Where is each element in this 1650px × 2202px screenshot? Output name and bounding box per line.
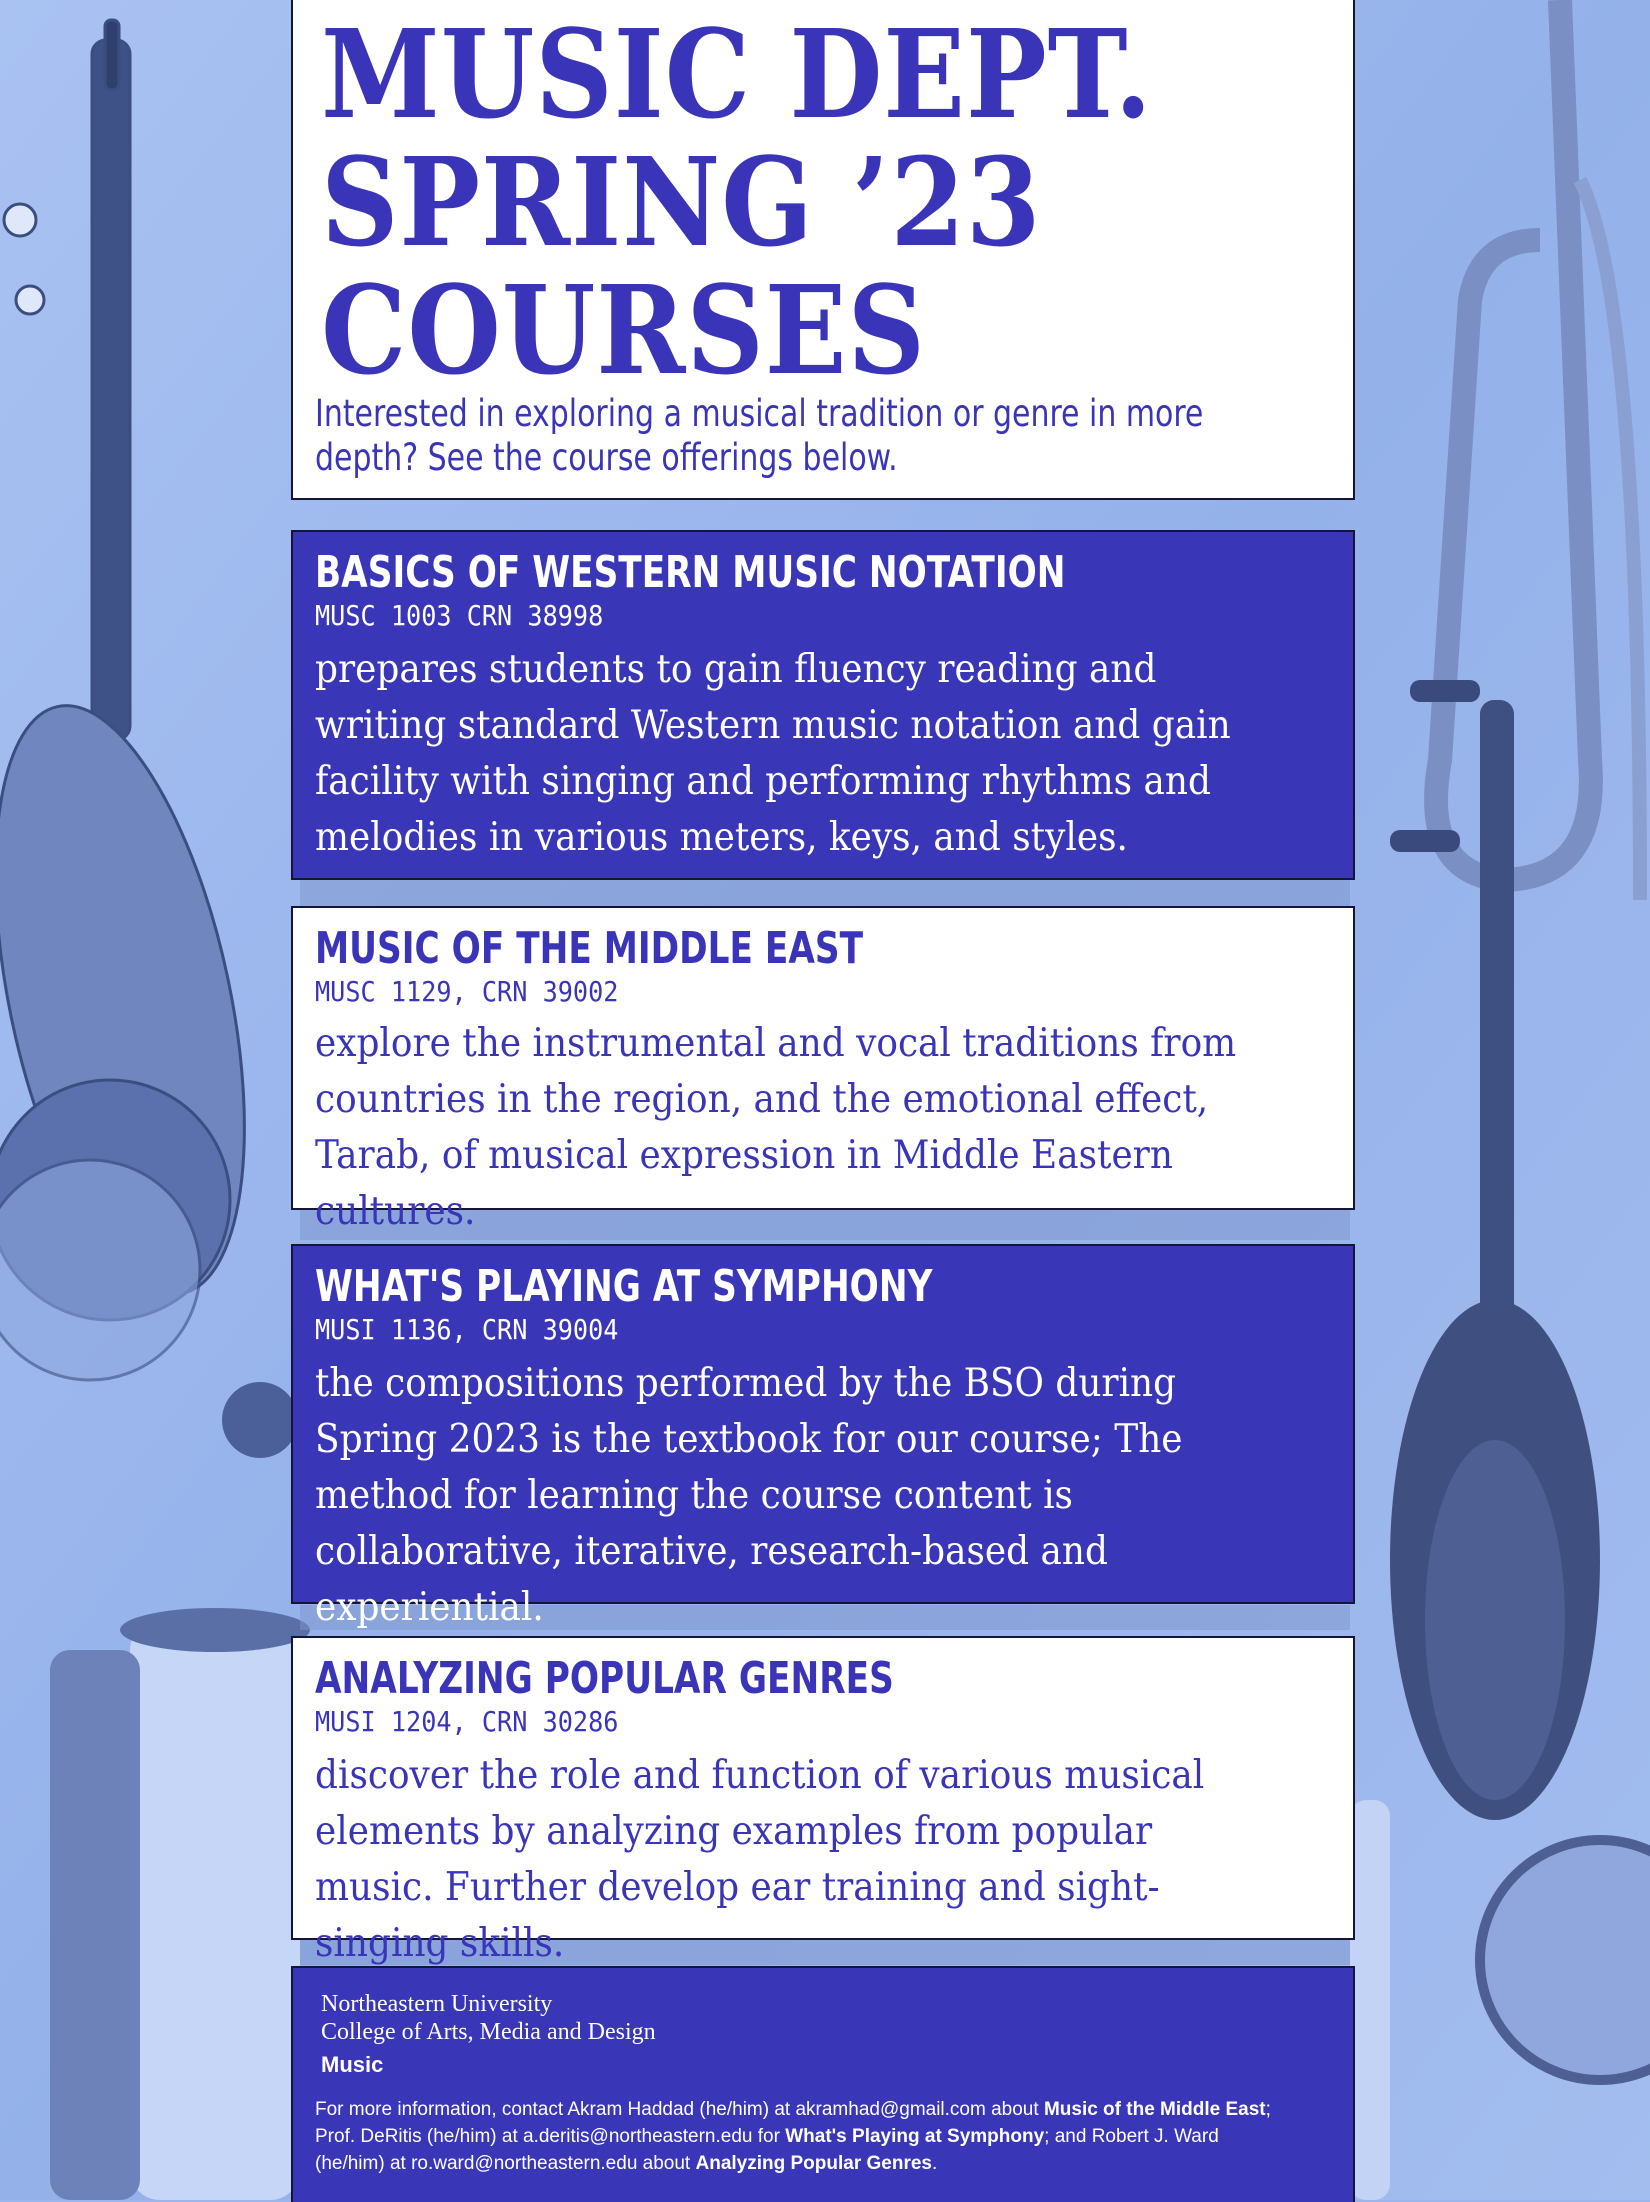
- header-panel: [291, 0, 1355, 500]
- course-code: MUSC 1003 CRN 38998: [315, 599, 604, 632]
- university-name: Northeastern University: [321, 1991, 553, 2017]
- contact-course-middle-east: Music of the Middle East: [1043, 2099, 1266, 2120]
- contact-info: [315, 2096, 1275, 2177]
- course-title: MUSIC OF THE MIDDLE EAST: [315, 923, 864, 974]
- course-description: the compositions performed by the BSO during Spring 2023 is the textbook for our course; The method for learning the course content is collaborative, iterative, research-based and experiential.: [315, 1361, 1183, 1630]
- course-card-western-notation: [291, 530, 1355, 880]
- course-card-symphony: [291, 1244, 1355, 1630]
- title-line-1: MUSIC DEPT.: [321, 2, 1153, 146]
- intro-text: Interested in exploring a musical tradition or genre in more depth? See the course offerings below.: [315, 392, 1204, 479]
- course-title: ANALYZING POPULAR GENRES: [315, 1653, 894, 1704]
- title-line-3: COURSES: [321, 258, 926, 402]
- footer-panel: [291, 1966, 1355, 2202]
- department-name: Music: [321, 2052, 384, 2077]
- contact-text: ; Prof. DeRitis (he/him) at a.deritis@northeastern.edu for: [315, 2099, 1271, 2147]
- contact-course-symphony: What's Playing at Symphony: [785, 2126, 1045, 2147]
- course-title: WHAT'S PLAYING AT SYMPHONY: [315, 1261, 933, 1312]
- title-line-2: SPRING ’23: [321, 130, 1042, 274]
- contact-text: ; and Robert J. Ward (he/him) at ro.ward@northeastern.edu about: [315, 2126, 1219, 2174]
- course-description: prepares students to gain fluency reading and writing standard Western music notation and gain facility with singing and performing rhythms and melodies in various meters, keys, and styles.: [315, 647, 1231, 860]
- course-description: discover the role and function of various musical elements by analyzing examples from popular music. Further develop ear training and sight-singing skills.: [315, 1753, 1205, 1966]
- course-title: BASICS OF WESTERN MUSIC NOTATION: [315, 547, 1066, 598]
- course-card-popular-genres: [291, 1636, 1355, 1966]
- course-description: explore the instrumental and vocal traditions from countries in the region, and the emotional effect, Tarab, of musical expression in Middle Eastern cultures.: [315, 1021, 1237, 1234]
- course-code: MUSC 1129, CRN 39002: [315, 975, 619, 1008]
- page-title: [321, 2, 1153, 402]
- contact-text: .: [932, 2153, 938, 2174]
- course-code: MUSI 1204, CRN 30286: [315, 1705, 619, 1738]
- contact-text: For more information, contact Akram Haddad (he/him) at akramhad@gmail.com about: [315, 2099, 1044, 2120]
- flyer-column: [291, 0, 1359, 2200]
- college-name: College of Arts, Media and Design: [321, 2019, 656, 2045]
- course-card-middle-east: [291, 906, 1355, 1234]
- contact-course-popular-genres: Analyzing Popular Genres: [695, 2153, 932, 2174]
- course-code: MUSI 1136, CRN 39004: [315, 1313, 619, 1346]
